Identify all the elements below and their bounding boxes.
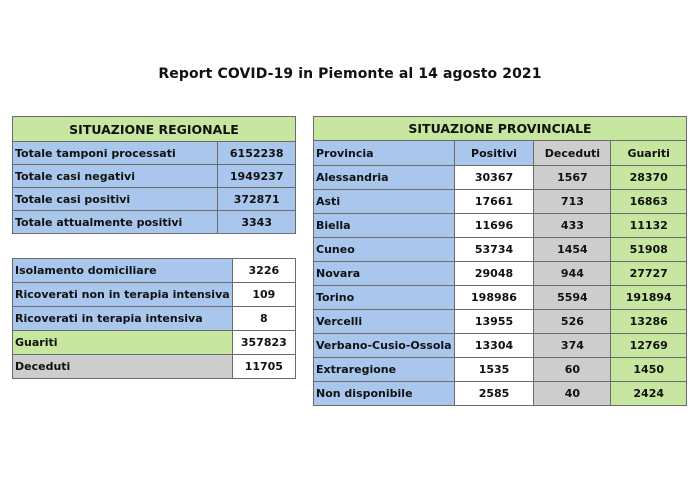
guariti-value: 28370 <box>611 166 687 190</box>
row-label: Guariti <box>13 331 233 355</box>
regional-header: SITUAZIONE REGIONALE <box>13 117 296 142</box>
row-label: Deceduti <box>13 355 233 379</box>
province-name: Novara <box>314 262 455 286</box>
table-row <box>314 382 687 406</box>
province-name: Extraregione <box>314 358 455 382</box>
table-row <box>13 165 296 188</box>
guariti-value: 11132 <box>611 214 687 238</box>
table-row <box>314 286 687 310</box>
row-value: 372871 <box>218 188 296 211</box>
deceduti-value: 433 <box>534 214 611 238</box>
row-value: 3226 <box>232 259 295 283</box>
row-label: Totale casi positivi <box>13 188 218 211</box>
table-row <box>314 238 687 262</box>
deceduti-value: 5594 <box>534 286 611 310</box>
table-row <box>314 214 687 238</box>
table-row <box>314 262 687 286</box>
positivi-value: 13955 <box>454 310 534 334</box>
report-title: Report COVID-19 in Piemonte al 14 agosto 2021 <box>158 66 542 82</box>
table-row <box>13 331 296 355</box>
provincial-situation-table <box>313 116 687 406</box>
positivi-value: 30367 <box>454 166 534 190</box>
province-name: Verbano-Cusio-Ossola <box>314 334 455 358</box>
row-label: Totale attualmente positivi <box>13 211 218 234</box>
guariti-value: 16863 <box>611 190 687 214</box>
column-header-positivi: Positivi <box>454 141 534 166</box>
deceduti-value: 1567 <box>534 166 611 190</box>
row-label: Ricoverati non in terapia intensiva <box>13 283 233 307</box>
guariti-value: 12769 <box>611 334 687 358</box>
table-row <box>13 283 296 307</box>
deceduti-value: 713 <box>534 190 611 214</box>
province-name: Asti <box>314 190 455 214</box>
positivi-value: 29048 <box>454 262 534 286</box>
province-name: Alessandria <box>314 166 455 190</box>
guariti-value: 191894 <box>611 286 687 310</box>
table-row <box>13 355 296 379</box>
row-value: 109 <box>232 283 295 307</box>
province-name: Vercelli <box>314 310 455 334</box>
positivi-value: 2585 <box>454 382 534 406</box>
deceduti-value: 40 <box>534 382 611 406</box>
row-label: Totale casi negativi <box>13 165 218 188</box>
deceduti-value: 1454 <box>534 238 611 262</box>
table-row <box>13 259 296 283</box>
positivi-value: 11696 <box>454 214 534 238</box>
row-value: 6152238 <box>218 142 296 165</box>
guariti-value: 13286 <box>611 310 687 334</box>
table-row <box>13 142 296 165</box>
table-row <box>13 211 296 234</box>
guariti-value: 27727 <box>611 262 687 286</box>
positivi-value: 53734 <box>454 238 534 262</box>
column-header-deceduti: Deceduti <box>534 141 611 166</box>
positivi-value: 1535 <box>454 358 534 382</box>
table-row <box>314 166 687 190</box>
table-row <box>314 310 687 334</box>
province-name: Cuneo <box>314 238 455 262</box>
column-header-provincia: Provincia <box>314 141 455 166</box>
table-row <box>314 358 687 382</box>
guariti-value: 2424 <box>611 382 687 406</box>
regional-situation-table <box>12 116 296 234</box>
row-label: Isolamento domiciliare <box>13 259 233 283</box>
province-name: Non disponibile <box>314 382 455 406</box>
deceduti-value: 60 <box>534 358 611 382</box>
table-row <box>13 307 296 331</box>
guariti-value: 51908 <box>611 238 687 262</box>
guariti-value: 1450 <box>611 358 687 382</box>
table-row <box>13 188 296 211</box>
row-value: 3343 <box>218 211 296 234</box>
row-value: 11705 <box>232 355 295 379</box>
province-name: Biella <box>314 214 455 238</box>
column-header-guariti: Guariti <box>611 141 687 166</box>
row-label: Totale tamponi processati <box>13 142 218 165</box>
row-label: Ricoverati in terapia intensiva <box>13 307 233 331</box>
patient-status-table <box>12 258 296 379</box>
deceduti-value: 526 <box>534 310 611 334</box>
column-header-row <box>314 141 687 166</box>
deceduti-value: 374 <box>534 334 611 358</box>
positivi-value: 13304 <box>454 334 534 358</box>
province-name: Torino <box>314 286 455 310</box>
positivi-value: 17661 <box>454 190 534 214</box>
positivi-value: 198986 <box>454 286 534 310</box>
deceduti-value: 944 <box>534 262 611 286</box>
row-value: 8 <box>232 307 295 331</box>
provincial-header: SITUAZIONE PROVINCIALE <box>314 117 687 141</box>
table-row <box>314 190 687 214</box>
row-value: 1949237 <box>218 165 296 188</box>
table-row <box>314 334 687 358</box>
row-value: 357823 <box>232 331 295 355</box>
